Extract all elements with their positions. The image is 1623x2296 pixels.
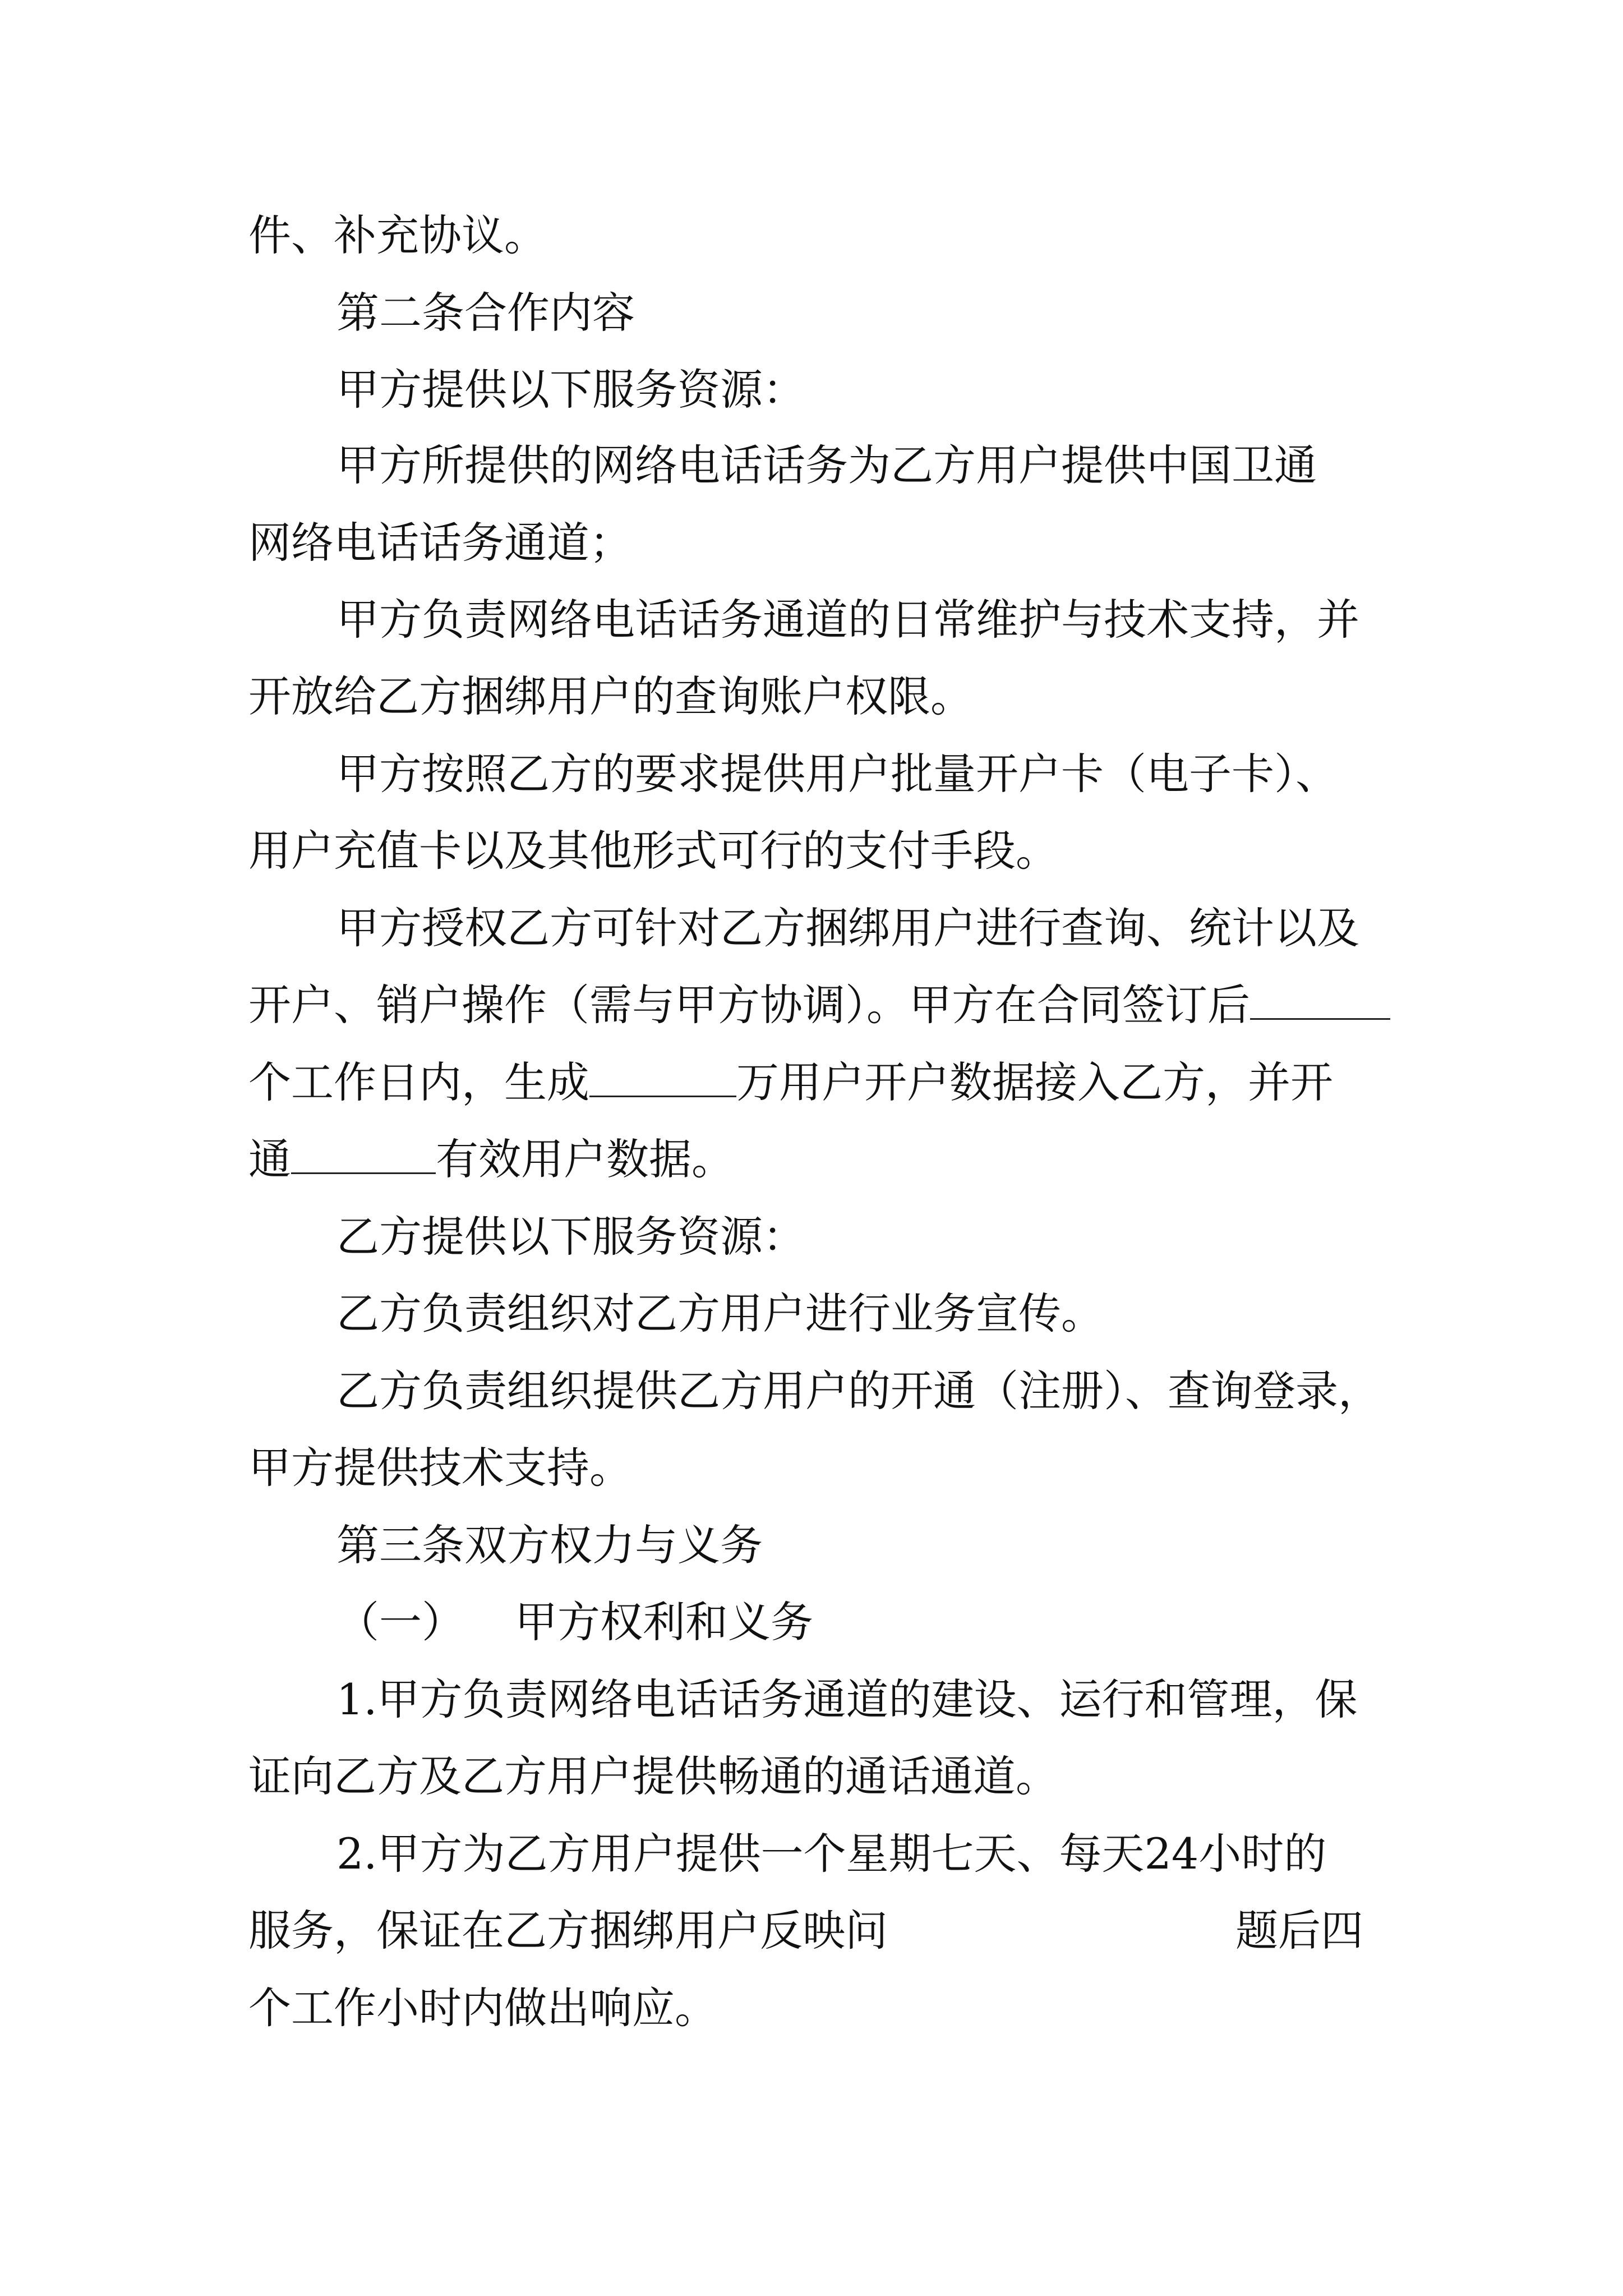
section-heading: 第三条双方权力与义务 [336,1520,763,1570]
paragraph-line: 乙方负责组织对乙方用户进行业务宣传。 [336,1289,1104,1338]
paragraph-line: 乙方负责组织提供乙方用户的开通（注册）、查询登录， [336,1366,1381,1416]
subsection-heading [336,1594,813,1650]
line-text: 万用户开户数据接入乙方，并开 [736,1057,1333,1107]
paragraph-line: 甲方负责网络电话话务通道的日常维护与技术支持，并 [336,595,1359,645]
line-text: 题后四 [1235,1906,1363,1955]
paragraph-line: 用户充值卡以及其他形式可行的支付手段。 [248,826,1058,876]
paragraph-line: 甲方按照乙方的要求提供用户批量开户卡（电子卡）、 [336,749,1338,799]
paragraph-line: 甲方所提供的网络电话话务为乙方用户提供中国卫通 [336,440,1317,490]
line-text: 服务，保证在乙方捆绑用户反映问 [248,1906,888,1955]
paragraph-line: 开放给乙方捆绑用户的查询账户权限。 [248,671,973,721]
fill-in-blank [589,1055,736,1097]
paragraph-line: 甲方授权乙方可针对乙方捆绑用户进行查询、统计以及 [336,903,1359,953]
line-text: 通 [248,1134,291,1184]
line-text: 开户、销户操作（需与甲方协调）。甲方在合同签订后 [248,980,1250,1030]
paragraph-line: 2.甲方为乙方用户提供一个星期七天、每天24小时的 [336,1829,1327,1879]
paragraph-line [248,1903,1363,1959]
fill-in-blank [291,1132,436,1174]
fill-in-blank [1250,978,1390,1020]
paragraph-line: 乙方提供以下服务资源： [336,1212,805,1262]
section-heading: 第二条合作内容 [336,288,635,338]
paragraph-line: 1.甲方负责网络电话话务通道的建设、运行和管理，保 [336,1674,1358,1724]
line-text: 有效用户数据。 [436,1134,734,1184]
paragraph-line: 网络电话话务通道； [248,518,632,568]
subsection-title: 甲方权利和义务 [515,1597,813,1647]
subsection-number: （一） [336,1597,464,1647]
paragraph-line [248,977,1390,1033]
paragraph-line: 甲方提供以下服务资源： [336,365,805,415]
line-text: 个工作日内，生成 [248,1057,589,1107]
paragraph-line [248,1131,734,1188]
paragraph-line: 件、补充协议。 [248,210,547,260]
paragraph-line: 甲方提供技术支持。 [248,1443,632,1493]
paragraph-line: 个工作小时内做出响应。 [248,1983,717,2033]
paragraph-line: 证向乙方及乙方用户提供畅通的通话通道。 [248,1751,1058,1801]
paragraph-line [248,1055,1333,1111]
